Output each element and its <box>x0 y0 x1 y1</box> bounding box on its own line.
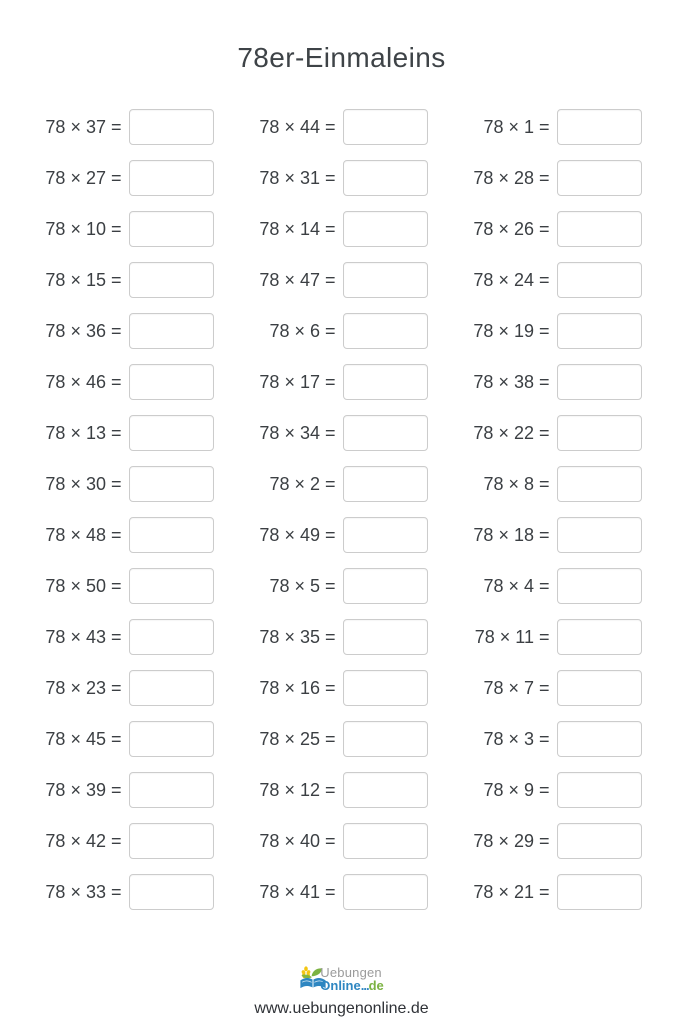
problem-cell <box>42 364 214 400</box>
answer-input[interactable] <box>129 109 214 145</box>
problem-label: 78 × 50 = <box>45 575 122 596</box>
problem-cell <box>256 568 428 604</box>
answer-input[interactable] <box>129 772 214 808</box>
answer-input[interactable] <box>343 772 428 808</box>
problem-label: 78 × 37 = <box>45 116 122 137</box>
problem-cell <box>470 619 642 655</box>
answer-input[interactable] <box>129 466 214 502</box>
problem-label: 78 × 6 = <box>269 320 336 341</box>
answer-input[interactable] <box>557 823 642 859</box>
problem-label: 78 × 36 = <box>45 320 122 341</box>
problem-cell <box>42 619 214 655</box>
page-footer <box>0 965 683 1018</box>
problem-cell <box>256 619 428 655</box>
problem-label: 78 × 13 = <box>45 422 122 443</box>
problem-cell <box>470 823 642 859</box>
problem-label: 78 × 9 = <box>483 779 550 800</box>
answer-input[interactable] <box>129 619 214 655</box>
problem-label: 78 × 8 = <box>483 473 550 494</box>
problem-label: 78 × 31 = <box>259 167 336 188</box>
answer-input[interactable] <box>129 517 214 553</box>
problem-cell <box>256 415 428 451</box>
problem-cell <box>256 109 428 145</box>
problem-label: 78 × 43 = <box>45 626 122 647</box>
problem-cell <box>256 517 428 553</box>
problem-cell <box>42 466 214 502</box>
answer-input[interactable] <box>343 211 428 247</box>
problem-cell <box>470 517 642 553</box>
problem-cell <box>470 364 642 400</box>
problem-label: 78 × 17 = <box>259 371 336 392</box>
problem-cell <box>42 160 214 196</box>
answer-input[interactable] <box>129 874 214 910</box>
problem-label: 78 × 7 = <box>483 677 550 698</box>
problem-label: 78 × 27 = <box>45 167 122 188</box>
problem-label: 78 × 39 = <box>45 779 122 800</box>
problem-label: 78 × 16 = <box>259 677 336 698</box>
answer-input[interactable] <box>557 874 642 910</box>
answer-input[interactable] <box>129 721 214 757</box>
problems-grid <box>42 109 642 910</box>
problem-label: 78 × 23 = <box>45 677 122 698</box>
answer-input[interactable] <box>557 364 642 400</box>
problem-label: 78 × 1 = <box>483 116 550 137</box>
problem-label: 78 × 26 = <box>473 218 550 239</box>
problem-cell <box>42 211 214 247</box>
problem-cell <box>256 262 428 298</box>
answer-input[interactable] <box>343 364 428 400</box>
problem-cell <box>42 109 214 145</box>
problem-label: 78 × 30 = <box>45 473 122 494</box>
answer-input[interactable] <box>343 823 428 859</box>
problem-cell <box>42 517 214 553</box>
logo-text-de: de <box>368 977 384 993</box>
problem-cell <box>42 262 214 298</box>
problem-cell <box>256 466 428 502</box>
problem-cell <box>256 721 428 757</box>
problem-cell <box>256 823 428 859</box>
problem-cell <box>42 721 214 757</box>
logo-text-online: Online <box>320 977 361 993</box>
problem-cell <box>470 772 642 808</box>
answer-input[interactable] <box>343 313 428 349</box>
problem-cell <box>256 313 428 349</box>
problem-cell <box>256 211 428 247</box>
answer-input[interactable] <box>129 160 214 196</box>
answer-input[interactable] <box>557 721 642 757</box>
answer-input[interactable] <box>129 670 214 706</box>
problem-label: 78 × 42 = <box>45 830 122 851</box>
problem-cell <box>470 466 642 502</box>
answer-input[interactable] <box>129 211 214 247</box>
problem-cell <box>42 568 214 604</box>
answer-input[interactable] <box>557 109 642 145</box>
problem-label: 78 × 41 = <box>259 881 336 902</box>
answer-input[interactable] <box>557 211 642 247</box>
problem-label: 78 × 35 = <box>259 626 336 647</box>
problem-label: 78 × 21 = <box>473 881 550 902</box>
problem-cell <box>256 160 428 196</box>
problem-cell <box>470 160 642 196</box>
problem-cell <box>42 772 214 808</box>
problem-label: 78 × 3 = <box>483 728 550 749</box>
page-title: 78er-Einmaleins <box>237 42 446 73</box>
problem-cell <box>42 415 214 451</box>
answer-input[interactable] <box>343 619 428 655</box>
problem-label: 78 × 10 = <box>45 218 122 239</box>
answer-input[interactable] <box>343 262 428 298</box>
logo-text <box>320 966 383 993</box>
answer-input[interactable] <box>557 619 642 655</box>
answer-input[interactable] <box>129 313 214 349</box>
problem-label: 78 × 47 = <box>259 269 336 290</box>
answer-input[interactable] <box>343 160 428 196</box>
answer-input[interactable] <box>557 568 642 604</box>
problem-cell <box>256 670 428 706</box>
problem-cell <box>256 364 428 400</box>
problem-label: 78 × 46 = <box>45 371 122 392</box>
problem-label: 78 × 15 = <box>45 269 122 290</box>
problem-label: 78 × 38 = <box>473 371 550 392</box>
answer-input[interactable] <box>343 670 428 706</box>
problem-label: 78 × 28 = <box>473 167 550 188</box>
problem-cell <box>42 313 214 349</box>
problem-label: 78 × 25 = <box>259 728 336 749</box>
answer-input[interactable] <box>557 517 642 553</box>
answer-input[interactable] <box>129 262 214 298</box>
answer-input[interactable] <box>343 568 428 604</box>
site-url: www.uebungenonline.de <box>254 1000 429 1017</box>
answer-input[interactable] <box>343 874 428 910</box>
problem-cell <box>470 874 642 910</box>
answer-input[interactable] <box>343 466 428 502</box>
answer-input[interactable] <box>557 772 642 808</box>
problem-cell <box>256 874 428 910</box>
problem-cell <box>256 772 428 808</box>
problem-label: 78 × 2 = <box>269 473 336 494</box>
answer-input[interactable] <box>557 262 642 298</box>
problem-label: 78 × 5 = <box>269 575 336 596</box>
answer-input[interactable] <box>343 721 428 757</box>
problem-label: 78 × 29 = <box>473 830 550 851</box>
problem-cell <box>470 568 642 604</box>
problem-label: 78 × 12 = <box>259 779 336 800</box>
answer-input[interactable] <box>557 670 642 706</box>
problem-label: 78 × 14 = <box>259 218 336 239</box>
answer-input[interactable] <box>557 160 642 196</box>
answer-input[interactable] <box>129 823 214 859</box>
logo-text-top: Uebungen <box>320 964 382 980</box>
answer-input[interactable] <box>557 415 642 451</box>
problem-cell <box>42 670 214 706</box>
problem-label: 78 × 33 = <box>45 881 122 902</box>
answer-input[interactable] <box>129 568 214 604</box>
problem-label: 78 × 4 = <box>483 575 550 596</box>
answer-input[interactable] <box>343 415 428 451</box>
problem-cell <box>470 721 642 757</box>
problem-label: 78 × 44 = <box>259 116 336 137</box>
problem-label: 78 × 48 = <box>45 524 122 545</box>
problem-label: 78 × 49 = <box>259 524 336 545</box>
problem-label: 78 × 22 = <box>473 422 550 443</box>
problem-label: 78 × 19 = <box>473 320 550 341</box>
problem-label: 78 × 40 = <box>259 830 336 851</box>
answer-input[interactable] <box>557 313 642 349</box>
problem-cell <box>470 670 642 706</box>
answer-input[interactable] <box>129 415 214 451</box>
problem-cell <box>470 109 642 145</box>
problem-label: 78 × 24 = <box>473 269 550 290</box>
logo-text-dots: ... <box>360 977 369 993</box>
problem-label: 78 × 18 = <box>473 524 550 545</box>
uebungenonline-logo <box>299 965 383 993</box>
problem-cell <box>470 262 642 298</box>
problem-cell <box>42 823 214 859</box>
answer-input[interactable] <box>557 466 642 502</box>
answer-input[interactable] <box>343 109 428 145</box>
problem-cell <box>42 874 214 910</box>
problem-cell <box>470 211 642 247</box>
problem-label: 78 × 34 = <box>259 422 336 443</box>
logo-text-bottom <box>320 979 383 993</box>
problem-cell <box>470 313 642 349</box>
problem-cell <box>470 415 642 451</box>
problem-label: 78 × 11 = <box>474 626 550 647</box>
answer-input[interactable] <box>343 517 428 553</box>
problem-label: 78 × 45 = <box>45 728 122 749</box>
answer-input[interactable] <box>129 364 214 400</box>
